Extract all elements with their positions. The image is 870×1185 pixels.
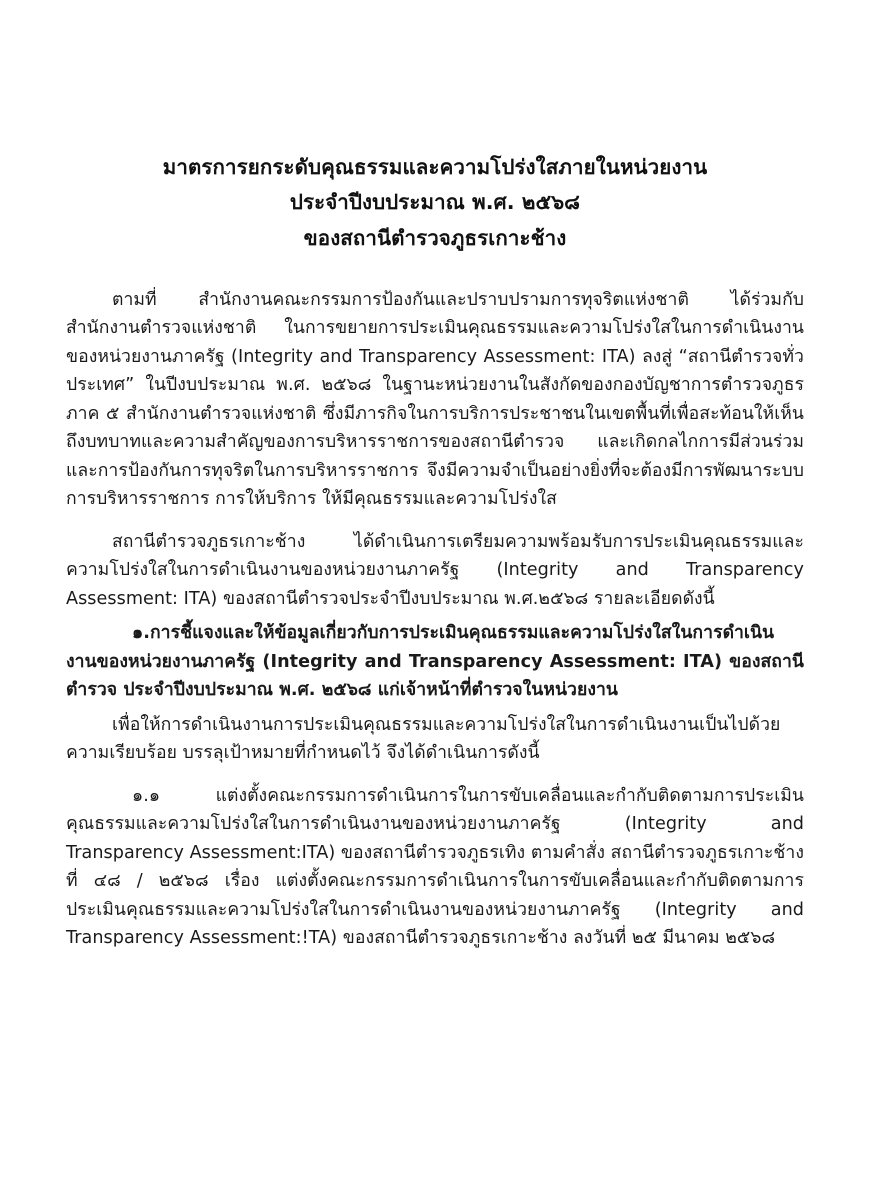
paragraph-purpose: เพื่อให้การดำเนินงานการประเมินคุณธรรมและความโปร่งใสในการดำเนินงานเป็นไปด้วยความเรียบร้อย บรรลุเป้าหมายที่กำหนดไว้ จึงได้ดำเนินการดังนี้: [66, 714, 781, 764]
paragraph-intro: ตามที่ สำนักงานคณะกรรมการป้องกันและปราบปรามการทุจริตแห่งชาติ ได้ร่วมกับสำนักงานตำรวจแห่งชาติ ในการขยายการประเมินคุณธรรมและความโปร่งใสในการดำเนินงานของหน่วยงานภาครัฐ (Integrity and Transparency Assessment: ITA) ลงสู่ “สถานีตำรวจทั่วประเทศ” ในปีงบประมาณ พ.ศ. ๒๕๖๘ ในฐานะหน่วยงานในสังกัดของกองบัญชาการตำรวจภูธร ภาค ๕ สำนักงานตำรวจแห่งชาติ ซึ่งมีภารกิจในการบริการประชาชนในเขตพื้นที่เพื่อสะท้อนให้เห็นถึงบทบาทและความสำคัญของการบริหารราชการของสถานีตำรวจ และเกิดกลไกการมีส่วนร่วมและการป้องกันการทุจริตในการบริหารราชการ จึงมีความจำเป็นอย่างยิ่งที่จะต้องมีการพัฒนาระบบการบริหารราชการ การให้บริการ ให้มีคุณธรรมและความโปร่งใส: [66, 289, 804, 510]
paragraph-item-1-1: ๑.๑ แต่งตั้งคณะกรรมการดำเนินการในการขับเคลื่อนและกำกับติดตามการประเมินคุณธรรมและความโปร่งใสในการดำเนินงานของหน่วยงานภาครัฐ (Integrity and Transparency Assessment:ITA) ของสถานีตำรวจภูธรเทิง ตามคำสั่ง สถานีตำรวจภูธรเกาะช้าง ที่ ๔๘ / ๒๕๖๘ เรื่อง แต่งตั้งคณะกรรมการดำเนินการในการขับเคลื่อนและกำกับติดตามการประเมินคุณธรรมและความโปร่งใสในการดำเนินงานของหน่วยงานภาครัฐ (Integrity and Transparency Assessment:!TA) ของสถานีตำรวจภูธรเกาะช้าง ลงวันที่ ๒๕ มีนาคม ๒๕๖๘: [66, 785, 804, 949]
page-title-line-3: ของสถานีตำรวจภูธรเกาะช้าง: [303, 225, 567, 250]
page-title-line-1: มาตรการยกระดับคุณธรรมและความโปร่งใสภายในหน่วยงาน: [162, 155, 708, 179]
paragraph-preparation: สถานีตำรวจภูธรเกาะช้าง ได้ดำเนินการเตรียมความพร้อมรับการประเมินคุณธรรมและความโปร่งใสในการดำเนินงานของหน่วยงานภาครัฐ (Integrity and Transparency Assessment: ITA) ของสถานีตำรวจประจำปีงบประมาณ พ.ศ.๒๕๖๘ รายละเอียดดังนี้: [66, 531, 804, 609]
page-title-line-2: ประจำปีงบประมาณ พ.ศ. ๒๕๖๘: [289, 190, 581, 215]
paragraph-section-1-heading: ๑.การชี้แจงและให้ข้อมูลเกี่ยวกับการประเมินคุณธรรมและความโปร่งใสในการดำเนินงานของหน่วยงานภาครัฐ (Integrity and Transparency Assessment: ITA) ของสถานีตำรวจ ประจำปีงบประมาณ พ.ศ. ๒๕๖๘ แก่เจ้าหน้าที่ตำรวจในหน่วยงาน: [66, 623, 804, 701]
document-title-block: [66, 150, 804, 256]
